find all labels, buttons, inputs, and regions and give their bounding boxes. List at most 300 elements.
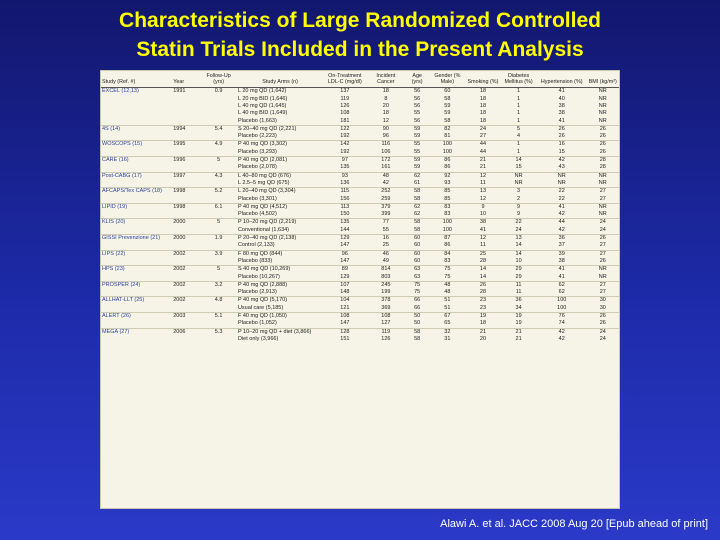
cell-hypertension: 41 — [558, 273, 565, 280]
cell-ldl: 148 — [340, 289, 350, 296]
cell-study — [101, 118, 172, 126]
cell-followup — [200, 242, 237, 250]
table-row — [101, 289, 619, 297]
cell-ldl: 181 — [340, 117, 350, 124]
cell-year: 2002 — [172, 297, 200, 305]
cell-bmi: 26 — [599, 320, 606, 327]
cell-ldl: 156 — [340, 195, 350, 202]
cell-year — [172, 305, 200, 313]
cell-cancer: 48 — [366, 172, 405, 180]
cell-cancer: 245 — [366, 281, 405, 289]
cell-hypertension: 40 — [558, 95, 565, 102]
cell-arm: P 10–20 mg QD + diet (3,866) — [237, 328, 323, 336]
cell-age: 58 — [405, 219, 429, 227]
table-row — [101, 266, 619, 274]
trial-name: AFCAPS/Tex CAPS — [102, 188, 151, 195]
cell-age: 59 — [405, 157, 429, 165]
trial-ref: (18) — [152, 188, 162, 195]
cell-hypertension: 26 — [537, 125, 587, 133]
cell-followup: 5.4 — [200, 125, 237, 133]
cell-bmi: NR — [598, 110, 607, 117]
table-row — [101, 164, 619, 172]
cell-smoking: 18 — [479, 320, 487, 327]
cell-smoking: 23 — [479, 304, 487, 311]
header-diabetes: Diabetes Mellitus (%) — [500, 71, 537, 88]
cell-year — [172, 96, 200, 103]
title-line-1: Characteristics of Large Randomized Controlled — [119, 9, 601, 32]
cell-gender: 58 — [444, 95, 451, 102]
cell-arm: Placebo (1,663) — [237, 117, 277, 124]
cell-arm: L 40–80 mg QD (676) — [237, 172, 323, 180]
cell-year — [172, 180, 200, 188]
cell-hypertension: 100 — [537, 297, 587, 305]
cell-age: 63 — [414, 273, 421, 280]
cell-cancer: 172 — [366, 157, 405, 165]
trial-ref: (12,13) — [121, 88, 139, 95]
cell-hypertension: 38 — [558, 103, 565, 109]
cell-gender: 31 — [444, 335, 451, 342]
cell-year — [172, 211, 200, 219]
cell-arm: L 20–40 mg QD (3,304) — [237, 188, 323, 196]
cell-followup: 0.9 — [200, 88, 237, 96]
cell-age: 62 — [414, 211, 421, 218]
cell-age: 55 — [405, 141, 429, 149]
cell-study — [101, 188, 172, 196]
citation: Alawi A. et al. JACC 2008 Aug 20 [Epub ahead of print] — [440, 518, 708, 530]
cell-arm: F 80 mg QD (844) — [237, 250, 323, 258]
table-row — [101, 313, 619, 321]
cell-bmi: NR — [587, 266, 619, 274]
cell-cancer: 369 — [381, 304, 391, 311]
cell-bmi: NR — [598, 273, 607, 280]
cell-age: 62 — [405, 203, 429, 211]
trial-name: ALLHAT-LLT — [102, 297, 133, 304]
cell-diabetes: 1 — [500, 141, 537, 149]
cell-ldl: 89 — [323, 266, 366, 274]
cell-bmi: 26 — [587, 235, 619, 243]
cell-gender: 100 — [442, 226, 452, 233]
cell-diabetes: 14 — [500, 157, 537, 165]
cell-ldl: 129 — [323, 235, 366, 243]
cell-age: 60 — [414, 242, 421, 249]
table-row — [101, 157, 619, 165]
cell-study — [101, 266, 172, 274]
table-row — [101, 320, 619, 328]
trial-name: LIPS — [102, 250, 114, 257]
cell-gender: 86 — [444, 242, 451, 249]
cell-gender: 65 — [444, 320, 451, 327]
cell-hypertension: 42 — [558, 211, 565, 218]
cell-followup — [200, 274, 237, 282]
cell-arm: L 40 mg BID (1,649) — [237, 110, 288, 117]
cell-diabetes: 9 — [517, 211, 521, 218]
cell-study — [101, 227, 172, 235]
cell-study — [101, 274, 172, 282]
cell-gender: 83 — [444, 257, 451, 264]
cell-hypertension: 76 — [537, 313, 587, 321]
cell-smoking: 19 — [466, 313, 501, 321]
cell-age: 60 — [405, 235, 429, 243]
table-row — [101, 235, 619, 243]
cell-hypertension: 44 — [537, 219, 587, 227]
cell-smoking: 25 — [466, 250, 501, 258]
cell-smoking: 27 — [479, 133, 487, 140]
cell-study — [101, 328, 172, 336]
cell-diabetes: 34 — [515, 304, 522, 311]
cell-bmi: NR — [598, 117, 607, 124]
cell-arm: Placebo (2,223) — [237, 133, 277, 140]
cell-smoking: 26 — [466, 281, 501, 289]
trial-name: ALERT — [102, 313, 120, 320]
cell-gender: 93 — [444, 179, 451, 186]
cell-cancer: 25 — [382, 242, 389, 249]
table-row — [101, 88, 619, 96]
cell-age: 50 — [414, 320, 421, 327]
cell-smoking: 18 — [479, 103, 487, 109]
cell-smoking: 21 — [479, 164, 487, 171]
table-row — [101, 149, 619, 157]
cell-diabetes: 22 — [500, 219, 537, 227]
cell-year — [172, 289, 200, 297]
cell-age: 66 — [405, 297, 429, 305]
cell-gender: 58 — [444, 117, 451, 124]
cell-bmi: 27 — [599, 289, 606, 296]
trials-table-panel — [100, 70, 620, 509]
cell-arm: Placebo (3,301) — [237, 195, 277, 202]
cell-ldl: 147 — [340, 320, 350, 327]
cell-cancer: 55 — [382, 226, 389, 233]
table-row — [101, 258, 619, 266]
cell-year — [172, 227, 200, 235]
cell-cancer: 126 — [381, 335, 391, 342]
cell-study — [101, 281, 172, 289]
header-smoking: Smoking (%) — [466, 71, 501, 88]
cell-bmi: 27 — [587, 281, 619, 289]
cell-ldl: 147 — [340, 257, 350, 264]
cell-hypertension: 100 — [557, 304, 567, 311]
cell-smoking: 20 — [479, 335, 487, 342]
cell-age: 59 — [414, 164, 421, 171]
cell-cancer: 379 — [366, 203, 405, 211]
cell-cancer: 399 — [381, 211, 391, 218]
table-row — [101, 103, 619, 110]
cell-ldl: 192 — [340, 148, 350, 155]
cell-bmi: 27 — [587, 250, 619, 258]
cell-ldl: 122 — [323, 125, 366, 133]
cell-study — [101, 180, 172, 188]
cell-bmi: 26 — [587, 313, 619, 321]
cell-cancer: 8 — [384, 95, 388, 102]
cell-year — [172, 118, 200, 126]
cell-ldl: 113 — [323, 203, 366, 211]
cell-year: 1995 — [172, 141, 200, 149]
cell-cancer: 96 — [382, 133, 389, 140]
cell-followup: 5 — [200, 219, 237, 227]
table-row — [101, 133, 619, 141]
cell-smoking: 28 — [479, 289, 487, 296]
table-row — [101, 328, 619, 336]
cell-study — [101, 149, 172, 157]
cell-arm: L 40 mg QD (1,645) — [237, 103, 287, 109]
cell-ldl: 126 — [340, 103, 350, 109]
table-row — [101, 336, 619, 343]
cell-smoking: 18 — [466, 88, 501, 96]
cell-followup: 6.1 — [200, 203, 237, 211]
cell-diabetes: 1 — [517, 95, 521, 102]
cell-year — [172, 196, 200, 204]
cell-ldl: 119 — [340, 95, 350, 102]
cell-hypertension: 26 — [558, 133, 565, 140]
cell-bmi: 26 — [587, 141, 619, 149]
cell-study — [101, 258, 172, 266]
cell-age: 59 — [414, 133, 421, 140]
cell-diabetes: 2 — [517, 195, 521, 202]
cell-cancer: 803 — [381, 273, 391, 280]
cell-age: 58 — [414, 195, 421, 202]
cell-year: 2002 — [172, 250, 200, 258]
cell-hypertension: 42 — [537, 157, 587, 165]
trial-name: EXCEL — [102, 88, 120, 95]
cell-smoking: 28 — [479, 257, 487, 264]
cell-followup: 3.9 — [200, 250, 237, 258]
cell-followup — [200, 305, 237, 313]
cell-study — [101, 313, 172, 321]
trial-name: GISSI Prevenzione — [102, 235, 149, 242]
cell-diabetes: 19 — [500, 313, 537, 321]
cell-hypertension: 42 — [537, 328, 587, 336]
cell-study — [101, 125, 172, 133]
cell-gender: 100 — [442, 148, 452, 155]
cell-diabetes: 15 — [515, 164, 522, 171]
cell-age: 56 — [405, 88, 429, 96]
table-row — [101, 203, 619, 211]
table-row — [101, 118, 619, 126]
trial-ref: (15) — [132, 141, 143, 148]
table-header-row — [101, 71, 619, 88]
cell-gender: 81 — [444, 133, 451, 140]
header-year: Year — [172, 71, 200, 88]
cell-followup: 5 — [200, 157, 237, 165]
cell-gender: 48 — [429, 281, 466, 289]
cell-ldl: 115 — [323, 188, 366, 196]
cell-hypertension: NR — [537, 172, 587, 180]
table-row — [101, 110, 619, 117]
cell-age: 56 — [414, 103, 421, 109]
cell-gender: 85 — [429, 188, 466, 196]
cell-hypertension: 41 — [537, 203, 587, 211]
cell-study — [101, 297, 172, 305]
cell-age: 61 — [414, 179, 421, 186]
cell-age: 55 — [414, 110, 421, 117]
cell-hypertension: 39 — [537, 250, 587, 258]
cell-year — [172, 149, 200, 157]
cell-year: 1997 — [172, 172, 200, 180]
cell-cancer: 378 — [366, 297, 405, 305]
cell-arm: S 20–40 mg QD (2,221) — [237, 125, 323, 133]
cell-gender: 51 — [444, 304, 451, 311]
cell-cancer: 42 — [382, 179, 389, 186]
cell-followup — [200, 164, 237, 172]
cell-followup: 1.9 — [200, 235, 237, 243]
title-line-2: Statin Trials Included in the Present Analysis — [136, 38, 584, 61]
cell-age: 60 — [405, 250, 429, 258]
cell-smoking: 14 — [479, 273, 487, 280]
cell-diabetes: 10 — [515, 257, 522, 264]
cell-followup — [200, 118, 237, 126]
trial-name: KLIS — [102, 219, 114, 226]
cell-arm: L 2.5–5 mg QD (675) — [237, 179, 290, 186]
cell-bmi: 26 — [587, 125, 619, 133]
cell-ldl: 93 — [323, 172, 366, 180]
cell-year — [172, 258, 200, 266]
cell-study — [101, 211, 172, 219]
cell-study — [101, 172, 172, 180]
cell-ldl: 96 — [323, 250, 366, 258]
cell-age: 66 — [414, 304, 421, 311]
slide-title — [0, 6, 720, 64]
cell-smoking: 44 — [466, 141, 501, 149]
cell-followup: 3.2 — [200, 281, 237, 289]
cell-smoking: 41 — [479, 226, 487, 233]
cell-gender: 59 — [444, 103, 451, 109]
cell-bmi: 24 — [599, 226, 606, 233]
cell-ldl: 147 — [340, 242, 350, 249]
header-arms: Study Arms (n) — [237, 71, 323, 88]
cell-hypertension: 62 — [558, 289, 565, 296]
cell-study — [101, 289, 172, 297]
cell-age: 56 — [414, 117, 421, 124]
cell-diabetes: 1 — [517, 110, 521, 117]
cell-arm: Placebo (1,052) — [237, 320, 277, 327]
cell-study — [101, 164, 172, 172]
cell-cancer: 259 — [381, 195, 391, 202]
cell-study — [101, 235, 172, 243]
cell-smoking: 12 — [466, 235, 501, 243]
cell-study — [101, 88, 172, 96]
cell-year: 2006 — [172, 328, 200, 336]
cell-bmi: 26 — [599, 133, 606, 140]
cell-hypertension: 62 — [537, 281, 587, 289]
cell-followup — [200, 320, 237, 328]
cell-gender: 67 — [429, 313, 466, 321]
cell-ldl: 121 — [340, 304, 350, 311]
table-row — [101, 125, 619, 133]
header-cancer: Incident Cancer — [366, 71, 405, 88]
cell-followup: 5.2 — [200, 188, 237, 196]
cell-year — [172, 242, 200, 250]
table-row — [101, 274, 619, 282]
cell-year — [172, 274, 200, 282]
cell-smoking: 13 — [466, 188, 501, 196]
cell-ldl: 135 — [323, 219, 366, 227]
cell-study — [101, 242, 172, 250]
cell-cancer: 814 — [366, 266, 405, 274]
cell-cancer: 116 — [366, 141, 405, 149]
table-row — [101, 227, 619, 235]
cell-gender: 82 — [429, 125, 466, 133]
cell-followup — [200, 336, 237, 343]
cell-bmi: 27 — [587, 188, 619, 196]
cell-year: 1998 — [172, 188, 200, 196]
cell-ldl: 129 — [340, 273, 350, 280]
cell-hypertension: 41 — [537, 266, 587, 274]
table-row — [101, 96, 619, 103]
cell-arm: P 40 mg QD (2,081) — [237, 157, 323, 165]
cell-age: 62 — [405, 172, 429, 180]
cell-year — [172, 110, 200, 117]
cell-age: 58 — [405, 188, 429, 196]
cell-followup — [200, 227, 237, 235]
cell-year: 2000 — [172, 219, 200, 227]
cell-bmi: NR — [587, 172, 619, 180]
cell-ldl: 144 — [340, 226, 350, 233]
cell-ldl: 142 — [323, 141, 366, 149]
cell-study — [101, 250, 172, 258]
cell-age: 59 — [405, 125, 429, 133]
cell-diabetes: 13 — [500, 235, 537, 243]
table-row — [101, 242, 619, 250]
cell-arm: Placebo (10,267) — [237, 273, 280, 280]
cell-arm: P 20–40 mg QD (2,138) — [237, 235, 323, 243]
cell-arm: Placebo (2,913) — [237, 289, 277, 296]
cell-followup — [200, 149, 237, 157]
cell-bmi: 30 — [587, 297, 619, 305]
cell-cancer: 161 — [381, 164, 391, 171]
cell-arm: Conventional (1,634) — [237, 226, 290, 233]
cell-bmi: NR — [587, 203, 619, 211]
cell-hypertension: 16 — [537, 141, 587, 149]
table-body — [101, 88, 619, 343]
cell-followup: 5 — [200, 266, 237, 274]
trial-name: HPS — [102, 266, 114, 273]
trial-ref: (25) — [134, 297, 145, 304]
cell-year — [172, 133, 200, 141]
cell-bmi: 30 — [599, 304, 606, 311]
cell-gender: 86 — [429, 157, 466, 165]
table-row — [101, 180, 619, 188]
trial-ref: (21) — [150, 235, 161, 242]
cell-followup — [200, 180, 237, 188]
cell-diabetes: 1 — [517, 117, 521, 124]
cell-arm: P 40 mg QD (2,888) — [237, 281, 323, 289]
cell-ldl: 137 — [323, 88, 366, 96]
cell-ldl: 104 — [323, 297, 366, 305]
cell-diabetes: 1 — [517, 103, 521, 109]
cell-gender: 100 — [429, 141, 466, 149]
cell-smoking: 38 — [466, 219, 501, 227]
cell-hypertension: 42 — [558, 226, 565, 233]
cell-gender: 75 — [444, 273, 451, 280]
cell-diabetes: 29 — [515, 273, 522, 280]
cell-gender: 100 — [429, 219, 466, 227]
cell-cancer: 199 — [381, 289, 391, 296]
trial-ref: (24) — [130, 281, 141, 288]
cell-ldl: 192 — [340, 133, 350, 140]
cell-bmi: NR — [598, 103, 607, 109]
cell-gender: 75 — [429, 266, 466, 274]
cell-year — [172, 103, 200, 110]
cell-smoking: 21 — [466, 328, 501, 336]
cell-study — [101, 203, 172, 211]
trials-table — [101, 71, 619, 343]
cell-cancer: 77 — [366, 219, 405, 227]
cell-smoking: 18 — [479, 95, 487, 102]
cell-ldl: 108 — [323, 313, 366, 321]
cell-arm: L 20 mg BID (1,646) — [237, 95, 288, 102]
cell-diabetes: 9 — [500, 203, 537, 211]
cell-age: 50 — [405, 313, 429, 321]
cell-cancer: 18 — [382, 110, 389, 117]
